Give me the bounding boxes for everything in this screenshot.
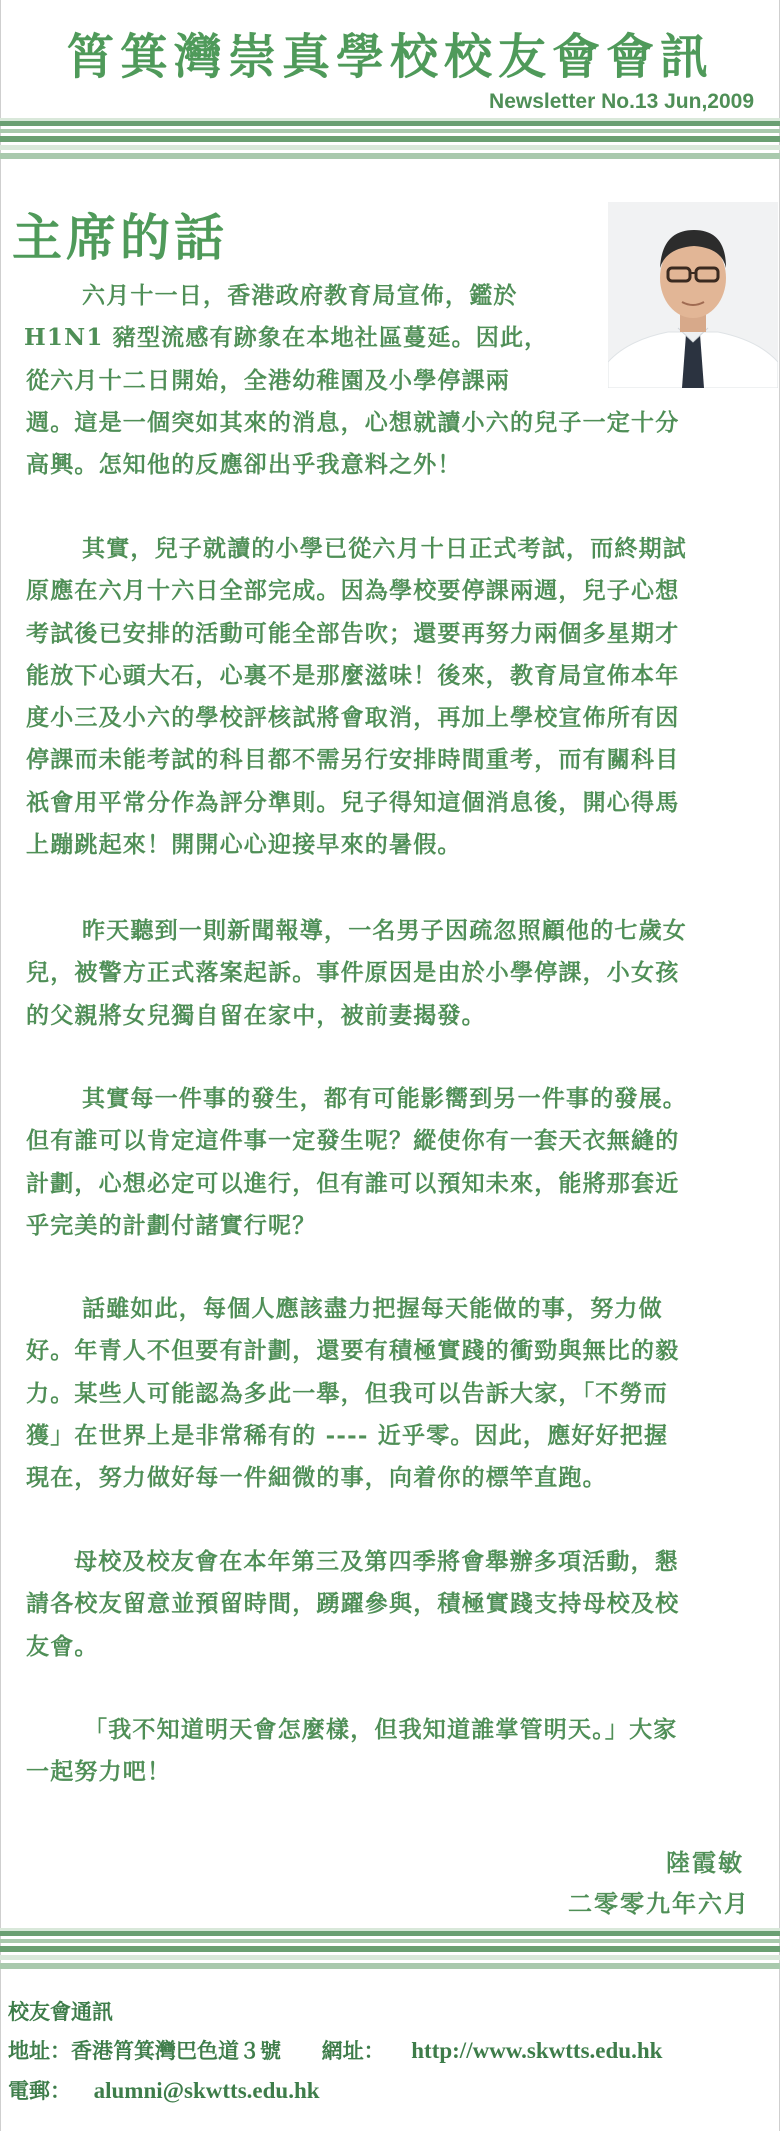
paragraph-4 bbox=[26, 1078, 687, 1247]
footer-title: 校友會通訊 bbox=[8, 1999, 113, 2024]
address-label: 地址： bbox=[8, 2038, 71, 2063]
p2-line: 祇會用平常分作為評分準則。兒子得知這個消息後，開心得馬 bbox=[26, 788, 680, 816]
footer-divider bbox=[0, 1928, 780, 1969]
p4-line: 但有誰可以肯定這件事一定發生呢？縱使你有一套天衣無縫的 bbox=[26, 1127, 680, 1155]
p6-line: 友會。 bbox=[26, 1632, 99, 1660]
issue-number: Newsletter No.13 Jun,2009 bbox=[489, 90, 754, 113]
p2-line: 原應在六月十六日全部完成。因為學校要停課兩週，兒子心想 bbox=[26, 577, 680, 605]
p1-line: 高興。怎知他的反應卻出乎我意料之外！ bbox=[26, 451, 462, 479]
p1-line: 週。這是一個突如其來的消息，心想就讀小六的兒子一定十分 bbox=[26, 408, 680, 436]
p2-line: 能放下心頭大石，心裏不是那麼滋味！後來，教育局宣佈本年 bbox=[26, 661, 680, 689]
paragraph-2 bbox=[26, 528, 687, 866]
website-label: 網址： bbox=[321, 2038, 385, 2063]
p4-line: 乎完美的計劃付諸實行呢？ bbox=[26, 1211, 317, 1239]
paragraph-1 bbox=[26, 275, 679, 486]
p6-line: 請各校友留意並預留時間，踴躍參與，積極實踐支持母校及校 bbox=[26, 1590, 680, 1618]
newsletter-title: 筲箕灣崇真學校校友會會訊 bbox=[65, 29, 714, 85]
signer-name: 陸霞敏 bbox=[666, 1848, 744, 1877]
p4-line: 其實每一件事的發生，都有可能影嚮到另一件事的發展。 bbox=[82, 1085, 687, 1112]
p6-line: 母校及校友會在本年第三及第四季將會舉辦多項活動，懇 bbox=[74, 1548, 679, 1575]
p5-line: 現在，努力做好每一件細微的事，向着你的標竿直跑。 bbox=[26, 1464, 607, 1492]
address-value: 香港筲箕灣巴色道３號 bbox=[71, 2038, 281, 2063]
website-link[interactable]: http://www.skwtts.edu.hk bbox=[411, 2038, 663, 2063]
p2-line: 停課而未能考試的科目都不需另行安排時間重考，而有關科目 bbox=[26, 746, 680, 774]
p1-line: 從六月十二日開始，全港幼稚園及小學停課兩 bbox=[26, 366, 510, 394]
section-heading: 主席的話 bbox=[12, 208, 228, 267]
p5-line: 好。年青人不但要有計劃，還要有積極實踐的衝勁與無比的毅 bbox=[26, 1337, 680, 1365]
p7-line: 一起努力吧！ bbox=[26, 1758, 172, 1786]
paragraph-3 bbox=[26, 910, 687, 1037]
p5-line: 力。某些人可能認為多此一舉，但我可以告訴大家，「不勞而 bbox=[26, 1379, 668, 1407]
p2-line: 度小三及小六的學校評核試將會取消，再加上學校宣佈所有因 bbox=[26, 704, 680, 732]
header-divider bbox=[0, 118, 780, 159]
email-label: 電郵： bbox=[8, 2078, 71, 2103]
signed-date: 二零零九年六月 bbox=[568, 1889, 750, 1918]
paragraph-5 bbox=[26, 1288, 679, 1499]
p7-line: 「我不知道明天會怎麼樣，但我知道誰掌管明天。」大家 bbox=[84, 1716, 678, 1743]
p2-line: 上蹦跳起來！開開心心迎接早來的暑假。 bbox=[26, 831, 462, 859]
p2-line: 考試後已安排的活動可能全部告吹；還要再努力兩個多星期才 bbox=[26, 619, 680, 647]
p1-line: 六月十一日，香港政府教育局宣佈，鑑於 bbox=[82, 282, 518, 309]
p1-line: H1N1 豬型流感有跡象在本地社區蔓延。因此， bbox=[24, 324, 549, 352]
email-link[interactable]: alumni@skwtts.edu.hk bbox=[93, 2078, 320, 2103]
p3-line: 兒，被警方正式落案起訴。事件原因是由於小學停課，小女孩 bbox=[26, 959, 680, 987]
p5-line: 獲」在世界上是非常稀有的 ---- 近乎零。因此，應好好把握 bbox=[26, 1421, 669, 1449]
footer-email-row bbox=[8, 2075, 320, 2105]
p5-line: 話雖如此，每個人應該盡力把握每天能做的事，努力做 bbox=[82, 1295, 663, 1322]
p3-line: 的父親將女兒獨自留在家中，被前妻揭發。 bbox=[26, 1001, 486, 1029]
p3-line: 昨天聽到一則新聞報導，一名男子因疏忽照顧他的七歲女 bbox=[82, 917, 687, 944]
p2-line: 其實，兒子就讀的小學已從六月十日正式考試，而終期試 bbox=[82, 535, 687, 562]
paragraph-6 bbox=[26, 1541, 679, 1668]
p4-line: 計劃，心想必定可以進行，但有誰可以預知未來，能將那套近 bbox=[26, 1169, 680, 1197]
footer-address-row bbox=[8, 2035, 662, 2065]
paragraph-7 bbox=[26, 1709, 678, 1794]
